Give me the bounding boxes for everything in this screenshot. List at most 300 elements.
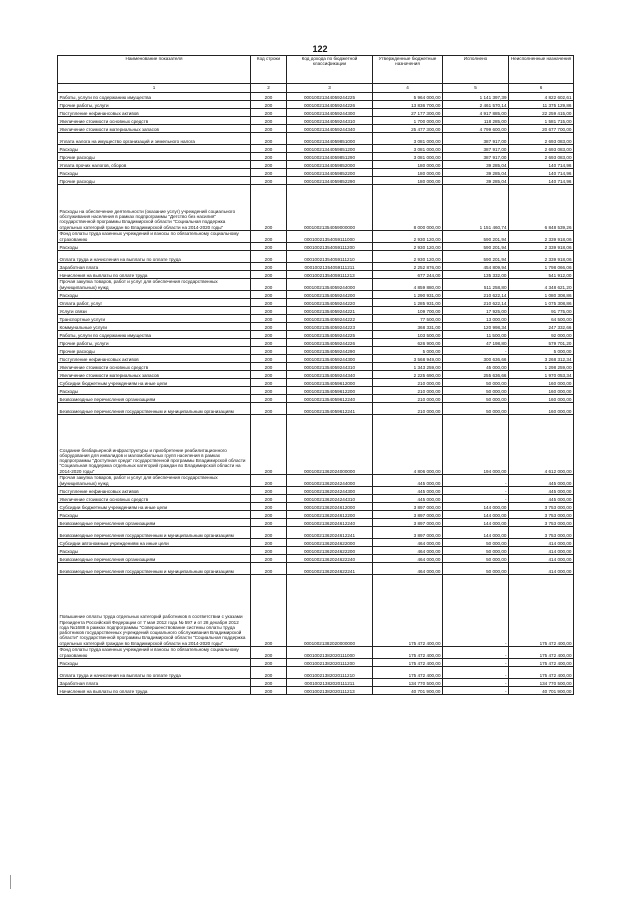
row-income-code-cell: 00010021354059612241 [287, 403, 373, 415]
row-name-cell: Безвозмездные перечисления государственным и муниципальным организациям [58, 527, 251, 539]
header-unexecuted: Неисполненные назначения [509, 56, 574, 84]
row-line-code-cell: 200 [251, 339, 287, 347]
page-number: 122 [312, 44, 328, 54]
table-row [58, 503, 574, 511]
row-line-code-cell: 200 [251, 117, 287, 125]
table-row [58, 263, 574, 271]
row-unexecuted-cell: 4 822 602,61 [509, 93, 574, 101]
row-income-code-cell: 00010021354059244225 [287, 331, 373, 339]
row-name-cell: Расходы [58, 387, 251, 395]
column-number: 2 [251, 84, 287, 93]
row-line-code-cell: 200 [251, 487, 287, 495]
row-approved-cell: 25 477 300,00 [373, 125, 443, 133]
row-line-code-cell: 200 [251, 555, 287, 563]
row-approved-cell: 27 177 300,00 [373, 109, 443, 117]
row-name-cell: Прочие расходы [58, 177, 251, 185]
table-row [58, 231, 574, 243]
row-unexecuted-cell: 160 000,00 [509, 403, 574, 415]
row-executed-cell: 39 285,04 [443, 169, 509, 177]
row-line-code-cell: 200 [251, 153, 287, 161]
row-executed-cell: 50 000,00 [443, 379, 509, 387]
row-line-code-cell: 200 [251, 379, 287, 387]
row-approved-cell: 464 000,00 [373, 563, 443, 575]
row-executed-cell: 144 000,00 [443, 519, 509, 527]
row-approved-cell: 3 897 000,00 [373, 511, 443, 519]
row-income-code-cell: 00010021362024612240 [287, 519, 373, 527]
row-executed-cell: 1 141 397,39 [443, 93, 509, 101]
row-line-code-cell: 200 [251, 109, 287, 117]
row-income-code-cell: 00010021354059244220 [287, 299, 373, 307]
column-number-row [58, 84, 574, 93]
row-income-code-cell: 00010021362024244300 [287, 487, 373, 495]
row-income-code-cell: 00010021382020111211 [287, 679, 373, 687]
row-line-code-cell: 200 [251, 495, 287, 503]
row-name-cell: Работы, услуги по содержанию имущества [58, 331, 251, 339]
row-unexecuted-cell: 140 714,96 [509, 169, 574, 177]
row-unexecuted-cell: 2 693 083,00 [509, 133, 574, 145]
row-line-code-cell: 200 [251, 547, 287, 555]
row-name-cell: Расходы [58, 145, 251, 153]
row-name-cell: Оплата труда и начисления на выплаты по оплате труда [58, 251, 251, 263]
row-unexecuted-cell: 91 775,00 [509, 307, 574, 315]
row-income-code-cell: 00010021344059852000 [287, 161, 373, 169]
row-executed-cell: 50 000,00 [443, 387, 509, 395]
row-approved-cell: 2 252 876,00 [373, 263, 443, 271]
table-row [58, 355, 574, 363]
row-line-code-cell: 200 [251, 475, 287, 487]
row-income-code-cell: 00010021382020111000 [287, 647, 373, 659]
table-row [58, 519, 574, 527]
row-approved-cell: 3 897 000,00 [373, 519, 443, 527]
row-income-code-cell: 00010021354059111200 [287, 243, 373, 251]
row-unexecuted-cell: 20 677 700,00 [509, 125, 574, 133]
table-body [58, 93, 574, 695]
row-name-cell: Безвозмездные перечисления организациям [58, 555, 251, 563]
row-name-cell: Начисления на выплаты по оплате труда [58, 271, 251, 279]
scan-edge-mark [10, 875, 11, 889]
row-executed-cell: - [443, 347, 509, 355]
row-name-cell: Субсидии автономным учреждениям на иные цели [58, 539, 251, 547]
row-approved-cell: 103 500,00 [373, 331, 443, 339]
row-unexecuted-cell: 541 912,00 [509, 271, 574, 279]
row-approved-cell: 2 930 120,00 [373, 251, 443, 263]
row-approved-cell: 109 700,00 [373, 307, 443, 315]
row-income-code-cell: 00010021382020000000 [287, 575, 373, 647]
row-approved-cell: 8 000 000,00 [373, 185, 443, 231]
row-approved-cell: 464 000,00 [373, 547, 443, 555]
row-executed-cell: 387 917,00 [443, 133, 509, 145]
row-income-code-cell: 00010021354059244000 [287, 279, 373, 291]
row-executed-cell: 194 000,00 [443, 415, 509, 475]
row-income-code-cell: 00010021354059612240 [287, 395, 373, 403]
row-approved-cell: 445 000,00 [373, 487, 443, 495]
row-executed-cell: 50 000,00 [443, 547, 509, 555]
table-row [58, 339, 574, 347]
row-income-code-cell: 00010021344059244300 [287, 109, 373, 117]
row-approved-cell: 445 000,00 [373, 495, 443, 503]
header-name: Наименование показателя [58, 56, 251, 84]
row-line-code-cell: 200 [251, 347, 287, 355]
row-unexecuted-cell: 1 970 053,34 [509, 371, 574, 379]
row-name-cell: Безвозмездные перечисления организациям [58, 395, 251, 403]
budget-execution-table [57, 55, 574, 695]
row-unexecuted-cell: 414 000,00 [509, 563, 574, 575]
table-row [58, 387, 574, 395]
row-approved-cell: 77 500,00 [373, 315, 443, 323]
row-name-cell: Прочая закупка товаров, работ и услуг для обеспечения государственных (муниципальных) нужд [58, 475, 251, 487]
table-row [58, 475, 574, 487]
table-row [58, 679, 574, 687]
table-row [58, 177, 574, 185]
row-executed-cell: 39 285,04 [443, 177, 509, 185]
row-name-cell: Расходы [58, 511, 251, 519]
row-name-cell: Расходы [58, 659, 251, 667]
table-row [58, 495, 574, 503]
row-approved-cell: 134 770 500,00 [373, 679, 443, 687]
row-approved-cell: 3 568 949,00 [373, 355, 443, 363]
row-approved-cell: 3 897 000,00 [373, 527, 443, 539]
row-unexecuted-cell: 3 753 000,00 [509, 511, 574, 519]
row-income-code-cell: 00010021354059111213 [287, 271, 373, 279]
row-approved-cell: 210 000,00 [373, 387, 443, 395]
row-income-code-cell: 00010021344059851000 [287, 133, 373, 145]
row-approved-cell: 677 244,00 [373, 271, 443, 279]
row-income-code-cell: 00010021382020111200 [287, 659, 373, 667]
row-approved-cell: 210 000,00 [373, 379, 443, 387]
row-line-code-cell: 200 [251, 161, 287, 169]
row-approved-cell: 180 000,00 [373, 169, 443, 177]
row-executed-cell: 50 000,00 [443, 539, 509, 547]
table-row [58, 279, 574, 291]
row-line-code-cell: 200 [251, 323, 287, 331]
row-executed-cell: - [443, 667, 509, 679]
row-income-code-cell: 00010021344059851200 [287, 145, 373, 153]
row-executed-cell: 13 000,00 [443, 315, 509, 323]
row-unexecuted-cell: 11 375 129,86 [509, 101, 574, 109]
row-approved-cell: 3 081 000,00 [373, 153, 443, 161]
row-executed-cell: 144 000,00 [443, 503, 509, 511]
row-unexecuted-cell: 2 693 083,00 [509, 153, 574, 161]
row-unexecuted-cell: 160 000,00 [509, 387, 574, 395]
row-name-cell: Субсидии бюджетным учреждениям на иные цели [58, 503, 251, 511]
row-line-code-cell: 200 [251, 101, 287, 109]
row-unexecuted-cell: 445 000,00 [509, 487, 574, 495]
column-number: 1 [58, 84, 251, 93]
row-line-code-cell: 200 [251, 185, 287, 231]
row-name-cell: Субсидии бюджетным учреждениям на иные цели [58, 379, 251, 387]
row-line-code-cell: 200 [251, 503, 287, 511]
row-name-cell: Фонд оплаты труда казенных учреждений и взносы по обязательному социальному страхованию [58, 231, 251, 243]
row-line-code-cell: 200 [251, 251, 287, 263]
row-approved-cell: 175 472 400,00 [373, 647, 443, 659]
row-executed-cell: 144 000,00 [443, 511, 509, 519]
table-row [58, 307, 574, 315]
row-unexecuted-cell: 3 268 312,34 [509, 355, 574, 363]
table-row [58, 403, 574, 415]
table-row [58, 331, 574, 339]
row-approved-cell: 210 000,00 [373, 395, 443, 403]
row-name-cell: Уплата налога на имущество организаций и земельного налога [58, 133, 251, 145]
row-name-cell: Уплата прочих налогов, сборов [58, 161, 251, 169]
row-approved-cell: 368 331,00 [373, 323, 443, 331]
row-executed-cell: - [443, 647, 509, 659]
row-name-cell: Увеличение стоимости основных средств [58, 117, 251, 125]
row-line-code-cell: 200 [251, 363, 287, 371]
table-row [58, 539, 574, 547]
table-row [58, 647, 574, 659]
row-name-cell: Увеличение стоимости материальных запасов [58, 125, 251, 133]
row-income-code-cell: 00010021354059244222 [287, 315, 373, 323]
row-income-code-cell: 00010021362024622000 [287, 539, 373, 547]
row-approved-cell: 180 000,00 [373, 161, 443, 169]
row-line-code-cell: 200 [251, 403, 287, 415]
column-number: 6 [509, 84, 574, 93]
row-executed-cell: 387 917,00 [443, 153, 509, 161]
row-unexecuted-cell: 3 753 000,00 [509, 503, 574, 511]
row-income-code-cell: 00010021382020111210 [287, 667, 373, 679]
header-row [58, 56, 574, 84]
row-executed-cell: 45 000,00 [443, 363, 509, 371]
row-approved-cell: 445 000,00 [373, 475, 443, 487]
row-name-cell: Поступление нефинансовых активов [58, 355, 251, 363]
row-executed-cell: 50 000,00 [443, 563, 509, 575]
row-income-code-cell: 00010021344059851290 [287, 153, 373, 161]
row-name-cell: Коммунальные услуги [58, 323, 251, 331]
row-income-code-cell: 00010021362024244000 [287, 475, 373, 487]
row-income-code-cell: 00010021354059244226 [287, 339, 373, 347]
row-executed-cell: 50 000,00 [443, 395, 509, 403]
row-line-code-cell: 200 [251, 279, 287, 291]
row-executed-cell: 511 258,80 [443, 279, 509, 291]
table-row [58, 347, 574, 355]
row-approved-cell: 1 290 931,00 [373, 291, 443, 299]
row-name-cell: Оплата работ, услуг [58, 299, 251, 307]
row-name-cell: Расходы на обеспечение деятельности (оказание услуг) учреждений социального обслуживания населения в рамках подпрограммы "Детство без насилия" государственной программы Владимирской области "Социальная поддержка отдельных категорий граждан во Владимирской области на 2014-2020 годы" [58, 185, 251, 231]
table-row [58, 563, 574, 575]
row-line-code-cell: 200 [251, 395, 287, 403]
row-executed-cell: - [443, 475, 509, 487]
row-executed-cell: 4 799 600,00 [443, 125, 509, 133]
row-approved-cell: 3 081 000,00 [373, 145, 443, 153]
row-income-code-cell: 00010021362024612200 [287, 511, 373, 519]
table-row [58, 659, 574, 667]
table-row [58, 299, 574, 307]
row-unexecuted-cell: 160 000,00 [509, 379, 574, 387]
row-name-cell: Услуги связи [58, 307, 251, 315]
row-name-cell: Расходы [58, 291, 251, 299]
row-unexecuted-cell: 1 075 308,86 [509, 299, 574, 307]
row-unexecuted-cell: 579 701,20 [509, 339, 574, 347]
row-executed-cell: 255 636,66 [443, 371, 509, 379]
row-line-code-cell: 200 [251, 519, 287, 527]
row-name-cell: Работы, услуги по содержанию имущества [58, 93, 251, 101]
row-executed-cell: 2 461 570,14 [443, 101, 509, 109]
row-income-code-cell: 00010021362024622200 [287, 547, 373, 555]
row-executed-cell: 1 151 460,74 [443, 185, 509, 231]
row-approved-cell: 464 000,00 [373, 539, 443, 547]
table-row [58, 243, 574, 251]
row-income-code-cell: 00010021354059244221 [287, 307, 373, 315]
row-line-code-cell: 200 [251, 263, 287, 271]
table-row [58, 145, 574, 153]
row-income-code-cell: 00010021354059244300 [287, 355, 373, 363]
row-unexecuted-cell: 247 332,66 [509, 323, 574, 331]
table-row [58, 185, 574, 231]
row-name-cell: Прочие работы, услуги [58, 101, 251, 109]
row-approved-cell: 626 900,00 [373, 339, 443, 347]
row-name-cell: Безвозмездные перечисления организациям [58, 519, 251, 527]
row-unexecuted-cell: 1 798 066,06 [509, 263, 574, 271]
row-line-code-cell: 200 [251, 575, 287, 647]
row-executed-cell: 590 201,94 [443, 231, 509, 243]
row-approved-cell: 2 225 690,00 [373, 371, 443, 379]
row-executed-cell: 50 000,00 [443, 403, 509, 415]
row-approved-cell: 2 930 120,00 [373, 243, 443, 251]
row-name-cell: Транспортные услуги [58, 315, 251, 323]
row-executed-cell: 454 809,94 [443, 263, 509, 271]
row-approved-cell: 4 859 880,00 [373, 279, 443, 291]
row-income-code-cell: 00010021362024244310 [287, 495, 373, 503]
header-executed: Исполнено [443, 56, 509, 84]
row-executed-cell: 135 332,00 [443, 271, 509, 279]
table-row [58, 153, 574, 161]
row-name-cell: Прочие расходы [58, 153, 251, 161]
row-income-code-cell: 00010021382020111213 [287, 687, 373, 695]
row-approved-cell: 40 701 900,00 [373, 687, 443, 695]
row-unexecuted-cell: 1 298 259,00 [509, 363, 574, 371]
row-income-code-cell: 00010021344059244225 [287, 93, 373, 101]
row-executed-cell: 11 500,00 [443, 331, 509, 339]
row-unexecuted-cell: 140 714,96 [509, 161, 574, 169]
row-unexecuted-cell: 160 000,00 [509, 395, 574, 403]
row-line-code-cell: 200 [251, 387, 287, 395]
row-line-code-cell: 200 [251, 539, 287, 547]
row-line-code-cell: 200 [251, 145, 287, 153]
table-row [58, 555, 574, 563]
row-line-code-cell: 200 [251, 93, 287, 101]
row-line-code-cell: 200 [251, 331, 287, 339]
row-unexecuted-cell: 2 339 918,06 [509, 231, 574, 243]
row-executed-cell: 118 285,00 [443, 117, 509, 125]
row-executed-cell: 120 998,34 [443, 323, 509, 331]
row-income-code-cell: 00010021354059612000 [287, 379, 373, 387]
table-row [58, 125, 574, 133]
row-name-cell: Создание безбарьерной инфраструктуры и приобретение реабилитационного оборудования для инвалидов и маломобильных групп населения в рамках подпрограммы "Доступная среда" государственной программы Владимирской области "Социальная поддержка отдельных категорий граждан во Владимирской области на 2014-2020 годы" [58, 415, 251, 475]
row-approved-cell: 4 806 000,00 [373, 415, 443, 475]
row-line-code-cell: 200 [251, 315, 287, 323]
row-income-code-cell: 00010021354059111210 [287, 251, 373, 263]
table-row [58, 291, 574, 299]
table-row [58, 379, 574, 387]
table-row [58, 323, 574, 331]
row-unexecuted-cell: 175 472 400,00 [509, 647, 574, 659]
row-unexecuted-cell: 175 472 400,00 [509, 667, 574, 679]
row-executed-cell: 144 000,00 [443, 527, 509, 539]
row-name-cell: Увеличение стоимости материальных запасов [58, 371, 251, 379]
row-income-code-cell: 00010021344059852290 [287, 177, 373, 185]
row-income-code-cell: 00010021354059244290 [287, 347, 373, 355]
row-income-code-cell: 00010021362024622240 [287, 555, 373, 563]
row-income-code-cell: 00010021362024622241 [287, 563, 373, 575]
row-unexecuted-cell: 175 472 400,00 [509, 659, 574, 667]
row-name-cell: Увеличение стоимости основных средств [58, 495, 251, 503]
row-approved-cell: 1 343 259,00 [373, 363, 443, 371]
table-row [58, 371, 574, 379]
row-approved-cell: 175 472 400,00 [373, 667, 443, 679]
table-row [58, 395, 574, 403]
row-line-code-cell: 200 [251, 307, 287, 315]
row-unexecuted-cell: 445 000,00 [509, 475, 574, 487]
row-income-code-cell: 00010021354059612200 [287, 387, 373, 395]
row-line-code-cell: 200 [251, 647, 287, 659]
row-unexecuted-cell: 2 693 083,00 [509, 145, 574, 153]
row-executed-cell: 210 622,14 [443, 291, 509, 299]
row-name-cell: Безвозмездные перечисления государственным и муниципальным организациям [58, 563, 251, 575]
row-name-cell: Расходы [58, 243, 251, 251]
row-executed-cell: 387 917,00 [443, 145, 509, 153]
header-line-code: Код строки [251, 56, 287, 84]
row-line-code-cell: 200 [251, 169, 287, 177]
row-line-code-cell: 200 [251, 355, 287, 363]
table-row [58, 93, 574, 101]
row-income-code-cell: 00010021344059852200 [287, 169, 373, 177]
row-income-code-cell: 00010021354059000000 [287, 185, 373, 231]
row-income-code-cell: 00010021344059244310 [287, 117, 373, 125]
header-income-code: Код дохода по бюджетной классификации [287, 56, 373, 84]
row-line-code-cell: 200 [251, 667, 287, 679]
row-executed-cell: - [443, 679, 509, 687]
row-unexecuted-cell: 414 000,00 [509, 547, 574, 555]
row-unexecuted-cell: 2 339 918,06 [509, 243, 574, 251]
row-executed-cell: 590 201,94 [443, 243, 509, 251]
row-unexecuted-cell: 3 753 000,00 [509, 527, 574, 539]
row-line-code-cell: 200 [251, 125, 287, 133]
row-unexecuted-cell: 64 500,00 [509, 315, 574, 323]
row-line-code-cell: 200 [251, 511, 287, 519]
row-unexecuted-cell: 414 000,00 [509, 539, 574, 547]
row-approved-cell: 5 000,00 [373, 347, 443, 355]
row-name-cell: Безвозмездные перечисления государственным и муниципальным организациям [58, 403, 251, 415]
table-row [58, 687, 574, 695]
row-name-cell: Заработная плата [58, 679, 251, 687]
table-row [58, 251, 574, 263]
row-approved-cell: 1 700 000,00 [373, 117, 443, 125]
row-name-cell: Расходы [58, 169, 251, 177]
row-name-cell: Увеличение стоимости основных средств [58, 363, 251, 371]
table-row [58, 117, 574, 125]
header-approved: Утвержденные бюджетные назначения [373, 56, 443, 84]
row-name-cell: Заработная плата [58, 263, 251, 271]
table-row [58, 315, 574, 323]
row-name-cell: Прочие работы, услуги [58, 339, 251, 347]
row-executed-cell: 39 285,04 [443, 161, 509, 169]
row-executed-cell: 590 201,94 [443, 251, 509, 263]
row-line-code-cell: 200 [251, 679, 287, 687]
row-approved-cell: 3 897 000,00 [373, 503, 443, 511]
row-name-cell: Поступление нефинансовых активов [58, 487, 251, 495]
row-unexecuted-cell: 2 339 918,06 [509, 251, 574, 263]
row-income-code-cell: 00010021354059244310 [287, 363, 373, 371]
row-unexecuted-cell: 3 753 000,00 [509, 519, 574, 527]
row-line-code-cell: 200 [251, 563, 287, 575]
row-name-cell: Прочая закупка товаров, работ и услуг для обеспечения государственных (муниципальных) нужд [58, 279, 251, 291]
row-line-code-cell: 200 [251, 271, 287, 279]
table-row [58, 133, 574, 145]
row-income-code-cell: 00010021354059111211 [287, 263, 373, 271]
row-income-code-cell: 00010021362024000000 [287, 415, 373, 475]
row-unexecuted-cell: 175 472 400,00 [509, 575, 574, 647]
row-unexecuted-cell: 4 348 621,20 [509, 279, 574, 291]
